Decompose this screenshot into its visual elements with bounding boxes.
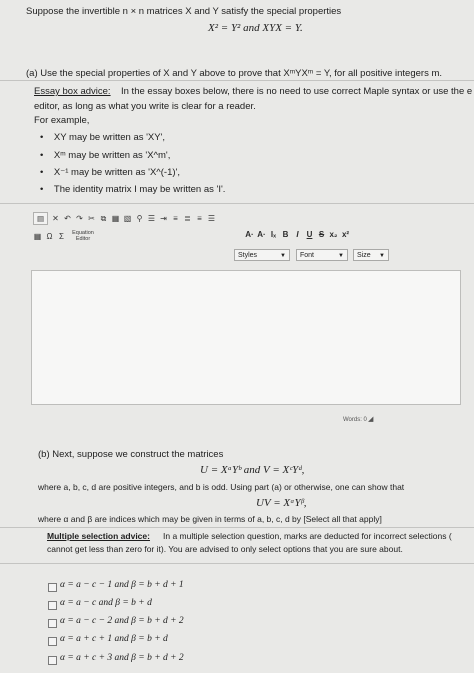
redo-icon[interactable]: ↷: [76, 214, 83, 223]
example-label: For example,: [34, 115, 90, 126]
chevron-down-icon: ▼: [338, 253, 344, 259]
cut-icon[interactable]: ✂: [88, 214, 95, 223]
intro-text: Suppose the invertible n × n matrices X and Y satisfy the special properties: [26, 6, 342, 17]
option-4-checkbox[interactable]: [48, 637, 57, 646]
part-b-prompt: (b) Next, suppose we construct the matrices: [38, 449, 224, 460]
part-b-line-3: where α and β are indices which may be given in terms of a, b, c, d by [Select all that apply]: [38, 514, 382, 524]
fullscreen-icon[interactable]: ✕: [52, 214, 59, 223]
remove-format-button[interactable]: Iₓ: [270, 230, 277, 239]
subscript-button[interactable]: x₂: [329, 230, 338, 239]
paste-icon[interactable]: ▦: [111, 214, 120, 223]
part-a-prompt: (a) Use the special properties of X and Y above to prove that XᵐYXᵐ = Y, for all positive integers m.: [26, 68, 443, 79]
underline-button[interactable]: U: [306, 230, 313, 239]
bg-color-button[interactable]: A·: [257, 230, 266, 239]
sigma-icon[interactable]: Σ: [59, 231, 64, 241]
font-color-button[interactable]: A·: [245, 230, 254, 239]
italic-button[interactable]: I: [296, 230, 299, 239]
bold-button[interactable]: B: [282, 230, 289, 239]
example-bullet-2: • Xᵐ may be written as 'X^m',: [40, 150, 171, 161]
justify-icon[interactable]: ☰: [207, 214, 216, 223]
find-icon[interactable]: ⚲: [136, 214, 143, 223]
option-3-checkbox[interactable]: [48, 619, 57, 628]
essay-advice-text: In the essay boxes below, there is no need to use correct Maple syntax or use the e: [121, 86, 473, 97]
word-count: Words: 0: [343, 417, 367, 423]
editor-toolbar-row-1: [33, 212, 216, 225]
essay-editor[interactable]: [31, 270, 461, 405]
essay-advice-text2: editor, as long as what you write is clear for a reader.: [34, 101, 256, 112]
intro-equation: X² = Y² and XYX = Y.: [208, 22, 303, 34]
undo-icon[interactable]: ↶: [64, 214, 71, 223]
part-b-line-2: where a, b, c, d are positive integers, and b is odd. Using part (a) or otherwise, one can show that: [38, 482, 405, 492]
styles-select[interactable]: Styles ▼: [234, 249, 290, 261]
option-2-label[interactable]: α = a − c and β = b + d: [60, 598, 152, 608]
superscript-button[interactable]: x²: [341, 230, 350, 239]
mc-advice-text2: cannot get less than zero for it). You are advised to only select options that you are sure about.: [47, 544, 403, 554]
option-5-label[interactable]: α = a + c + 3 and β = b + d + 2: [60, 653, 184, 663]
option-2-checkbox[interactable]: [48, 601, 57, 610]
omega-icon[interactable]: Ω: [46, 231, 53, 241]
strike-button[interactable]: S: [318, 230, 325, 239]
option-1-checkbox[interactable]: [48, 583, 57, 592]
source-icon[interactable]: ▤: [33, 212, 48, 225]
mc-advice-text: In a multiple selection question, marks are deducted for incorrect selections (: [163, 531, 452, 541]
example-bullet-4: • The identity matrix I may be written as 'I'.: [40, 184, 226, 195]
font-select[interactable]: Font ▼: [296, 249, 348, 261]
copy-icon[interactable]: ⧉: [100, 213, 107, 223]
mc-advice-title: Multiple selection advice:: [47, 531, 150, 541]
part-b-equation-1: U = XᵃYᵇ and V = XᶜYᵈ,: [200, 464, 305, 476]
equation-editor-button[interactable]: Equation Editor: [72, 230, 94, 242]
resize-handle-icon[interactable]: ◢: [368, 416, 374, 423]
paste-text-icon[interactable]: ▧: [123, 214, 132, 223]
option-1-label[interactable]: α = a − c − 1 and β = b + d + 1: [60, 580, 184, 590]
essay-advice-title: Essay box advice:: [34, 86, 111, 97]
editor-toolbar-row-2: [33, 230, 97, 242]
align-right-icon[interactable]: ≡: [197, 214, 202, 223]
chevron-down-icon: ▼: [379, 253, 385, 259]
option-3-label[interactable]: α = a − c − 2 and β = b + d + 2: [60, 616, 184, 626]
list-icon[interactable]: ☰: [147, 214, 156, 223]
align-left-icon[interactable]: ≡: [173, 214, 178, 223]
table-icon[interactable]: ▦: [33, 231, 42, 241]
indent-icon[interactable]: ⇥: [160, 214, 167, 223]
option-5-checkbox[interactable]: [48, 656, 57, 665]
chevron-down-icon: ▼: [280, 253, 286, 259]
option-4-label[interactable]: α = a + c + 1 and β = b + d: [60, 634, 168, 644]
format-toolbar: [245, 230, 350, 239]
part-b-equation-2: UV = XᵅYᵝ,: [256, 497, 307, 509]
align-center-icon[interactable]: ≣: [184, 214, 191, 223]
example-bullet-3: • X⁻¹ may be written as 'X^(-1)',: [40, 167, 180, 178]
size-select[interactable]: Size ▼: [353, 249, 389, 261]
example-bullet-1: • XY may be written as 'XY',: [40, 132, 166, 143]
